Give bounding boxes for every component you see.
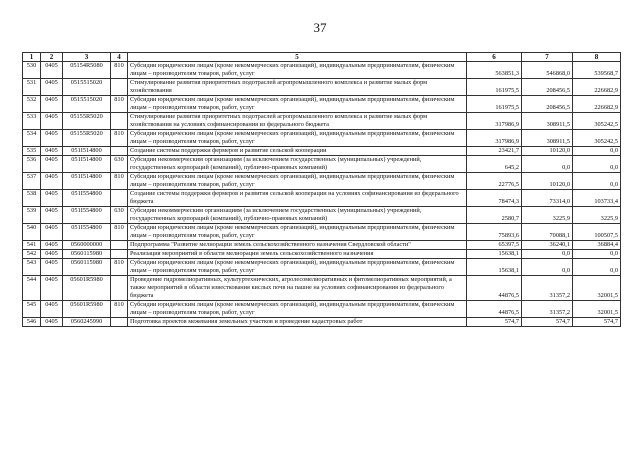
table-row xyxy=(23,318,621,327)
item-name-cell: Субсидии некоммерческим организациям (за исключением государственных (муниципальных) учреждений, государственных корпораций (компаний), публично-правовых компаний) xyxy=(128,207,467,224)
amount-cell: 546868,0 xyxy=(522,62,573,79)
item-name-cell: Подготовка проектов межевания земельных участков и проведение кадастровых работ xyxy=(128,318,467,327)
expense-type-cell: 630 xyxy=(111,156,128,173)
page-number: 37 xyxy=(313,20,327,35)
table-body xyxy=(23,62,621,327)
row-number-cell: 544 xyxy=(23,276,41,301)
section-code-cell: 0405 xyxy=(41,224,63,241)
table-row xyxy=(23,113,621,130)
amount-cell: 100507,5 xyxy=(573,224,621,241)
target-article-cell: 0515515020 xyxy=(63,96,111,113)
amount-cell: 44876,5 xyxy=(467,276,522,301)
row-number-cell: 530 xyxy=(23,62,41,79)
amount-cell: 0,0 xyxy=(573,147,621,156)
expense-type-cell: 810 xyxy=(111,224,128,241)
budget-table-container xyxy=(22,52,620,327)
header-cell: 4 xyxy=(111,53,128,62)
row-number-cell: 539 xyxy=(23,207,41,224)
table-row xyxy=(23,96,621,113)
amount-cell: 317986,9 xyxy=(467,113,522,130)
header-cell: 2 xyxy=(41,53,63,62)
target-article-cell: 05601R5980 xyxy=(63,301,111,318)
amount-cell: 31357,2 xyxy=(522,301,573,318)
table-row xyxy=(23,250,621,259)
expense-type-cell xyxy=(111,113,128,130)
table-row xyxy=(23,190,621,207)
expense-type-cell: 810 xyxy=(111,259,128,276)
amount-cell: 103733,4 xyxy=(573,190,621,207)
amount-cell: 3225,9 xyxy=(573,207,621,224)
amount-cell: 2580,7 xyxy=(467,207,522,224)
amount-cell: 78474,3 xyxy=(467,190,522,207)
row-number-cell: 533 xyxy=(23,113,41,130)
item-name-cell: Реализация мероприятий в области мелиорации земель сельскохозяйственного назначения xyxy=(128,250,467,259)
amount-cell: 0,0 xyxy=(573,259,621,276)
table-row xyxy=(23,241,621,250)
header-cell: 7 xyxy=(522,53,573,62)
item-name-cell: Субсидии некоммерческим организациям (за исключением государственных (муниципальных) учреждений, государственных корпораций (компаний), публично-правовых компаний) xyxy=(128,156,467,173)
section-code-cell: 0405 xyxy=(41,259,63,276)
table-row xyxy=(23,207,621,224)
amount-cell: 574,7 xyxy=(573,318,621,327)
row-number-cell: 545 xyxy=(23,301,41,318)
table-row xyxy=(23,259,621,276)
header-cell: 8 xyxy=(573,53,621,62)
row-number-cell: 532 xyxy=(23,96,41,113)
target-article-cell: 051I514800 xyxy=(63,173,111,190)
table-row xyxy=(23,301,621,318)
header-cell: 5 xyxy=(128,53,467,62)
section-code-cell: 0405 xyxy=(41,130,63,147)
section-code-cell: 0405 xyxy=(41,250,63,259)
row-number-cell: 538 xyxy=(23,190,41,207)
table-row xyxy=(23,173,621,190)
item-name-cell: Создание системы поддержки фермеров и развитие сельской кооперации xyxy=(128,147,467,156)
target-article-cell: 0560115980 xyxy=(63,259,111,276)
expense-type-cell xyxy=(111,318,128,327)
amount-cell: 0,0 xyxy=(573,173,621,190)
target-article-cell: 05154R5080 xyxy=(63,62,111,79)
amount-cell: 31357,2 xyxy=(522,276,573,301)
target-article-cell: 051I554800 xyxy=(63,207,111,224)
item-name-cell: Субсидии юридическим лицам (кроме некоммерческих организаций), индивидуальным предпринимателям, физическим лицам – производителям товаров, работ, услуг xyxy=(128,130,467,147)
header-cell: 3 xyxy=(63,53,111,62)
row-number-cell: 537 xyxy=(23,173,41,190)
amount-cell: 15638,1 xyxy=(467,250,522,259)
section-code-cell: 0405 xyxy=(41,96,63,113)
section-code-cell: 0405 xyxy=(41,190,63,207)
section-code-cell: 0405 xyxy=(41,156,63,173)
table-row xyxy=(23,156,621,173)
target-article-cell: 05155R5020 xyxy=(63,130,111,147)
item-name-cell: Субсидии юридическим лицам (кроме некоммерческих организаций), индивидуальным предпринимателям, физическим лицам – производителям товаров, работ, услуг xyxy=(128,62,467,79)
amount-cell: 574,7 xyxy=(522,318,573,327)
amount-cell: 44876,5 xyxy=(467,301,522,318)
item-name-cell: Субсидии юридическим лицам (кроме некоммерческих организаций), индивидуальным предпринимателям, физическим лицам – производителям товаров, работ, услуг xyxy=(128,173,467,190)
budget-table xyxy=(22,52,621,327)
item-name-cell: Стимулирование развития приоритетных подотраслей агропромышленного комплекса и развитие малых форм хозяйствования на условиях софинансирования из федерального бюджета xyxy=(128,113,467,130)
row-number-cell: 543 xyxy=(23,259,41,276)
row-number-cell: 535 xyxy=(23,147,41,156)
expense-type-cell: 810 xyxy=(111,96,128,113)
amount-cell: 308911,5 xyxy=(522,130,573,147)
amount-cell: 305242,5 xyxy=(573,130,621,147)
expense-type-cell xyxy=(111,250,128,259)
section-code-cell: 0405 xyxy=(41,276,63,301)
amount-cell: 0,0 xyxy=(573,156,621,173)
amount-cell: 36240,1 xyxy=(522,241,573,250)
amount-cell: 70088,1 xyxy=(522,224,573,241)
amount-cell: 226682,9 xyxy=(573,79,621,96)
item-name-cell: Проведение гидромелиоративных, культуртехнических, агролесомелиоративных и фитомелиоративных мероприятий, а также мероприятий в области известкования кислых почв на пашне на условиях софинансирования из федерального бюджета xyxy=(128,276,467,301)
amount-cell: 0,0 xyxy=(573,250,621,259)
target-article-cell: 051I514800 xyxy=(63,156,111,173)
amount-cell: 0,0 xyxy=(522,250,573,259)
expense-type-cell xyxy=(111,79,128,96)
item-name-cell: Субсидии юридическим лицам (кроме некоммерческих организаций), индивидуальным предпринимателям, физическим лицам – производителям товаров, работ, услуг xyxy=(128,301,467,318)
expense-type-cell xyxy=(111,190,128,207)
amount-cell: 15638,1 xyxy=(467,259,522,276)
item-name-cell: Подпрограмма "Развитие мелиорации земель сельскохозяйственного назначения Свердловской области" xyxy=(128,241,467,250)
amount-cell: 645,2 xyxy=(467,156,522,173)
expense-type-cell xyxy=(111,276,128,301)
amount-cell: 23421,7 xyxy=(467,147,522,156)
table-row xyxy=(23,62,621,79)
section-code-cell: 0405 xyxy=(41,318,63,327)
amount-cell: 73314,0 xyxy=(522,190,573,207)
table-row xyxy=(23,130,621,147)
expense-type-cell: 810 xyxy=(111,130,128,147)
table-row xyxy=(23,147,621,156)
item-name-cell: Создание системы поддержки фермеров и развития сельской кооперации на условиях софинансирования из федерального бюджета xyxy=(128,190,467,207)
section-code-cell: 0405 xyxy=(41,113,63,130)
section-code-cell: 0405 xyxy=(41,301,63,318)
row-number-cell: 536 xyxy=(23,156,41,173)
section-code-cell: 0405 xyxy=(41,173,63,190)
expense-type-cell: 810 xyxy=(111,173,128,190)
amount-cell: 65397,5 xyxy=(467,241,522,250)
amount-cell: 161975,5 xyxy=(467,79,522,96)
target-article-cell: 0560115980 xyxy=(63,250,111,259)
expense-type-cell: 810 xyxy=(111,62,128,79)
amount-cell: 75893,6 xyxy=(467,224,522,241)
amount-cell: 574,7 xyxy=(467,318,522,327)
row-number-cell: 531 xyxy=(23,79,41,96)
target-article-cell: 0515515020 xyxy=(63,79,111,96)
amount-cell: 308911,5 xyxy=(522,113,573,130)
item-name-cell: Субсидии юридическим лицам (кроме некоммерческих организаций), индивидуальным предпринимателям, физическим лицам – производителям товаров, работ, услуг xyxy=(128,224,467,241)
target-article-cell: 051I514800 xyxy=(63,147,111,156)
section-code-cell: 0405 xyxy=(41,79,63,96)
header-cell: 1 xyxy=(23,53,41,62)
section-code-cell: 0405 xyxy=(41,207,63,224)
item-name-cell: Стимулирование развития приоритетных подотраслей агропромышленного комплекса и развитие малых форм хозяйствования xyxy=(128,79,467,96)
amount-cell: 208456,5 xyxy=(522,96,573,113)
header-cell: 6 xyxy=(467,53,522,62)
target-article-cell: 05601R5980 xyxy=(63,276,111,301)
expense-type-cell xyxy=(111,147,128,156)
amount-cell: 161975,5 xyxy=(467,96,522,113)
table-row xyxy=(23,224,621,241)
amount-cell: 36884,4 xyxy=(573,241,621,250)
amount-cell: 10120,0 xyxy=(522,147,573,156)
amount-cell: 32001,5 xyxy=(573,276,621,301)
amount-cell: 0,0 xyxy=(522,156,573,173)
amount-cell: 317986,9 xyxy=(467,130,522,147)
amount-cell: 539568,7 xyxy=(573,62,621,79)
amount-cell: 0,0 xyxy=(522,259,573,276)
amount-cell: 10120,0 xyxy=(522,173,573,190)
section-code-cell: 0405 xyxy=(41,147,63,156)
target-article-cell: 051I554800 xyxy=(63,190,111,207)
expense-type-cell: 630 xyxy=(111,207,128,224)
amount-cell: 3225,9 xyxy=(522,207,573,224)
row-number-cell: 546 xyxy=(23,318,41,327)
row-number-cell: 541 xyxy=(23,241,41,250)
target-article-cell: 051I554800 xyxy=(63,224,111,241)
amount-cell: 32001,5 xyxy=(573,301,621,318)
item-name-cell: Субсидии юридическим лицам (кроме некоммерческих организаций), индивидуальным предпринимателям, физическим лицам – производителям товаров, работ, услуг xyxy=(128,259,467,276)
expense-type-cell: 810 xyxy=(111,301,128,318)
row-number-cell: 542 xyxy=(23,250,41,259)
target-article-cell: 05155R5020 xyxy=(63,113,111,130)
table-row xyxy=(23,79,621,96)
amount-cell: 305242,5 xyxy=(573,113,621,130)
row-number-cell: 540 xyxy=(23,224,41,241)
expense-type-cell xyxy=(111,241,128,250)
amount-cell: 563851,3 xyxy=(467,62,522,79)
table-row xyxy=(23,276,621,301)
amount-cell: 22776,5 xyxy=(467,173,522,190)
section-code-cell: 0405 xyxy=(41,62,63,79)
target-article-cell: 0560245990 xyxy=(63,318,111,327)
amount-cell: 226682,9 xyxy=(573,96,621,113)
column-number-header xyxy=(23,53,621,62)
target-article-cell: 0560000000 xyxy=(63,241,111,250)
item-name-cell: Субсидии юридическим лицам (кроме некоммерческих организаций), индивидуальным предпринимателям, физическим лицам – производителям товаров, работ, услуг xyxy=(128,96,467,113)
section-code-cell: 0405 xyxy=(41,241,63,250)
row-number-cell: 534 xyxy=(23,130,41,147)
amount-cell: 208456,5 xyxy=(522,79,573,96)
